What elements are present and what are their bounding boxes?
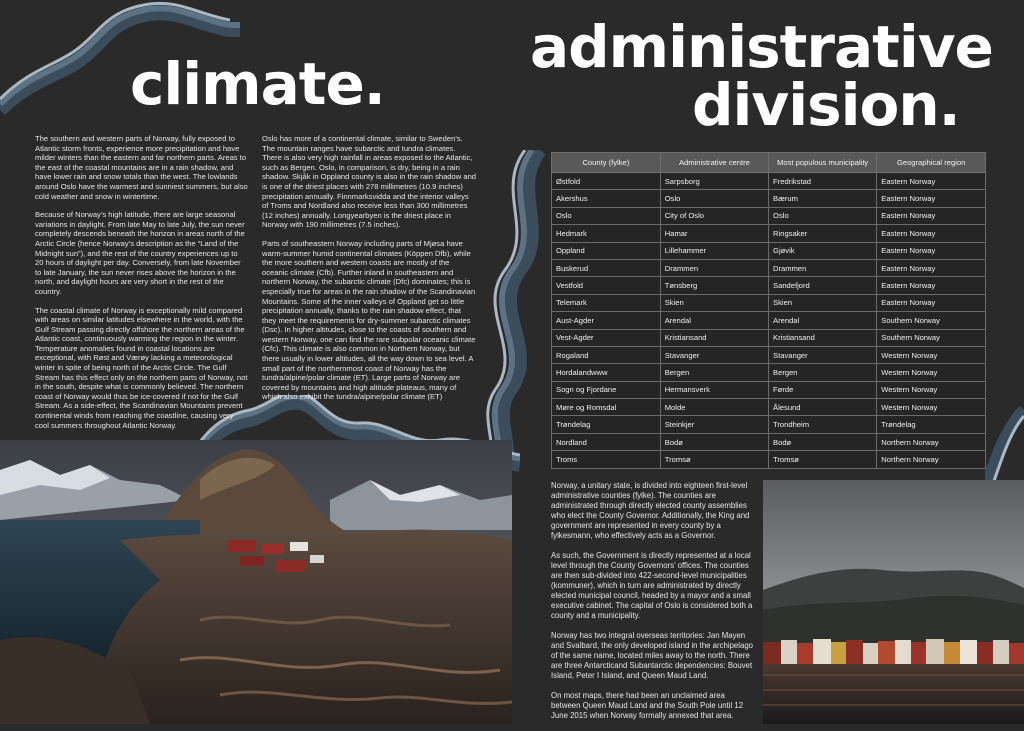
table-cell-administrative-centre: Hamar [660,225,768,242]
table-cell-administrative-centre: Bodø [660,433,768,450]
table-cell-county: Troms [552,451,661,468]
table-cell-administrative-centre: Tromsø [660,451,768,468]
table-cell-county: Rogaland [552,346,661,363]
table-cell-region: Trøndelag [877,416,986,433]
table-cell-county: Møre og Romsdal [552,399,661,416]
table-cell-county: Akershus [552,190,661,207]
table-cell-region: Eastern Norway [877,225,986,242]
table-header-row [552,153,986,173]
table-cell-most-populous: Sandefjord [769,277,877,294]
climate-paragraph: Oslo has more of a continental climate, similar to Sweden’s. The mountain ranges have subarctic and tundra climates. There is also very high rainfall in areas exposed to the Atlantic, such as Bergen. Oslo, in comparison, is dry, being in a rain shadow. Skjåk in Oppland county is also in the rain shadow and is one of the driest places with 278 millimetres (10.9 inches) precipitation annually. Finnmarksvidda and the interior valleys of Troms and Nordland also receive less than 300 millimetres (12 inches) annually. Longyearbyen is the driest place in Norway with 190 millimetres (7.5 inches). [262,134,477,230]
table-row [552,277,986,294]
page-title-division: division. [692,71,960,139]
table-cell-administrative-centre: Drammen [660,259,768,276]
table-cell-county: Telemark [552,294,661,311]
table-row [552,433,986,450]
table-row [552,364,986,381]
table-row [552,259,986,276]
table-cell-county: Nordland [552,433,661,450]
table-cell-region: Western Norway [877,399,986,416]
table-row [552,242,986,259]
table-cell-most-populous: Bærum [769,190,877,207]
table-row [552,173,986,190]
table-header-most-populous: Most populous municipality [769,153,877,173]
climate-paragraph: Parts of southeastern Norway including parts of Mjøsa have warm-summer humid continental climates (Köppen Dfb), while the more southern and western coasts are mostly of the oceanic climate (Cfb). Further inland in southeastern and northern Norway, the subarctic climate (Dfc) dominates; this is especially true for areas in the rain shadow of the Scandinavian Mountains. Some of the inner valleys of Oppland get so little precipitation annually, thanks to the rain shadow effect, that they meet the requirements for dry-summer subarctic climates (Dsc). In higher altitudes, close to the coasts of southern and western Norway, one can find the rare subpolar oceanic climate (Cfc). This climate is also common in Northern Norway, but there usually in lower altitudes, all the way down to sea level. A small part of the northernmost coast of Norway has the tundra/alpine/polar climate (ET). Large parts of Norway are covered by mountains and high altitude plateaus, many of which also exhibit the tundra/alpine/polar climate (ET) [262,238,476,402]
table-header-county: County (fylke) [552,153,661,173]
table-cell-administrative-centre: Tønsberg [660,277,768,294]
table-row [552,381,986,398]
table-cell-county: Oppland [552,242,661,259]
table-cell-most-populous: Ringsaker [769,225,877,242]
table-cell-most-populous: Skien [769,294,877,311]
climate-paragraph: The southern and western parts of Norway, fully exposed to Atlantic storm fronts, experience more precipitation and have milder winters than the eastern and far northern parts. Areas to the east of the coastal mountains are in a rain shadow, and have lower rain and snow totals than the west. The lowlands around Oslo have the warmest and sunniest summers, but also cold weather and snow in wintertime. [35,134,248,201]
climate-paragraph: The coastal climate of Norway is exceptionally mild compared with areas on similar latitudes elsewhere in the world, with the Gulf Stream passing directly offshore the northern areas of the Atlantic coast, continuously warming the region in the winter. Temperature anomalies found in coastal locations are exceptional, with Røst and Værøy lacking a meteorological winter in spite of being north of the Arctic Circle. The Gulf Stream has this effect only on the northern parts of Norway, not in the south, despite what is commonly believed. The northern coast of Norway would thus be ice-covered if not for the Gulf Stream. As a side-effect, the Scandinavian Mountains prevent continental winds from reaching the coastline, causing very cool summers throughout Atlantic Norway. [35,305,248,430]
table-cell-administrative-centre: Oslo [660,190,768,207]
table-cell-most-populous: Arendal [769,312,877,329]
page-title-climate: climate. [130,50,385,118]
table-cell-region: Eastern Norway [877,277,986,294]
harbour-town-photo [763,480,1024,724]
table-cell-most-populous: Stavanger [769,346,877,363]
table-cell-most-populous: Gjøvik [769,242,877,259]
table-cell-administrative-centre: Stavanger [660,346,768,363]
table-cell-most-populous: Kristiansand [769,329,877,346]
table-cell-administrative-centre: Molde [660,399,768,416]
table-cell-region: Southern Norway [877,312,986,329]
table-cell-region: Eastern Norway [877,242,986,259]
table-row [552,294,986,311]
climate-column-1 [35,134,248,439]
table-cell-most-populous: Førde [769,381,877,398]
table-cell-most-populous: Oslo [769,207,877,224]
counties-table [551,152,986,469]
table-cell-region: Western Norway [877,381,986,398]
table-cell-most-populous: Drammen [769,259,877,276]
table-cell-region: Northern Norway [877,451,986,468]
table-row [552,346,986,363]
admin-paragraph: Norway, a unitary state, is divided into eighteen first-level administrative counties (fylke). The counties are administrated through directly elected county assemblies who elect the County Governor. Additionally, the King and government are represented in every county by a fylkesmann, who effectively acts as a Governor. [551,481,750,540]
table-cell-region: Southern Norway [877,329,986,346]
table-cell-county: Vestfold [552,277,661,294]
table-cell-region: Eastern Norway [877,173,986,190]
table-cell-administrative-centre: Kristiansand [660,329,768,346]
table-cell-county: Buskerud [552,259,661,276]
table-cell-county: Hordalandwww [552,364,661,381]
table-cell-county: Vest-Agder [552,329,661,346]
table-cell-county: Oslo [552,207,661,224]
table-cell-administrative-centre: Steinkjer [660,416,768,433]
table-cell-administrative-centre: Lillehammer [660,242,768,259]
table-cell-region: Eastern Norway [877,294,986,311]
page-title-administrative: administrative [530,13,993,81]
table-cell-administrative-centre: City of Oslo [660,207,768,224]
table-cell-region: Western Norway [877,364,986,381]
table-header-region: Geographical region [877,153,986,173]
table-cell-region: Eastern Norway [877,190,986,207]
table-cell-administrative-centre: Bergen [660,364,768,381]
table-cell-region: Eastern Norway [877,207,986,224]
table-cell-most-populous: Bergen [769,364,877,381]
table-header-administrative-centre: Administrative centre [660,153,768,173]
table-cell-administrative-centre: Skien [660,294,768,311]
table-row [552,416,986,433]
table-cell-most-populous: Bodø [769,433,877,450]
climate-column-2 [262,134,477,411]
admin-paragraph: On most maps, there had been an unclaimed area between Queen Maud Land and the South Pole until 12 June 2015 when Norway formally annexed that area. [551,691,744,720]
table-row [552,312,986,329]
table-cell-region: Western Norway [877,346,986,363]
table-cell-administrative-centre: Sarpsborg [660,173,768,190]
table-row [552,451,986,468]
table-row [552,329,986,346]
fjord-mountain-photo [0,440,512,724]
table-row [552,399,986,416]
table-cell-county: Trøndelag [552,416,661,433]
table-cell-most-populous: Fredrikstad [769,173,877,190]
admin-paragraph: Norway has two integral overseas territories: Jan Mayen and Svalbard, the only developed island in the archipelago of the same name, located miles away to the north. There are three Antarcticand Subantarctic dependencies: Bouvet Island, Peter I Island, and Queen Maud Land. [551,631,753,680]
table-cell-county: Aust-Agder [552,312,661,329]
table-cell-most-populous: Trondheim [769,416,877,433]
table-cell-county: Østfold [552,173,661,190]
table-cell-county: Hedmark [552,225,661,242]
table-cell-county: Sogn og Fjordane [552,381,661,398]
climate-paragraph: Because of Norway’s high latitude, there are large seasonal variations in daylight. From late May to late July, the sun never completely descends beneath the horizon in areas north of the Arctic Circle (hence Norway’s description as the “Land of the Midnight sun”), and the rest of the country experiences up to 20 hours of daylight per day. Conversely, from late November to late January, the sun never rises above the horizon in the north, and daylight hours are very short in the rest of the country. [35,210,245,296]
table-cell-most-populous: Tromsø [769,451,877,468]
table-row [552,225,986,242]
table-row [552,207,986,224]
admin-paragraph: As such, the Government is directly represented at a local level through the County Governors’ offices. The counties are then sub-divided into 422-second-level municipalities (kommuner), which in turn are administrated by directly elected municipal council, headed by a mayor and a small executive cabinet. The capital of Oslo is considered both a county and a municipality. [551,551,753,620]
table-row [552,190,986,207]
wave-decoration-right [985,400,1024,490]
administrative-division-text [551,481,756,731]
table-cell-region: Eastern Norway [877,259,986,276]
table-cell-administrative-centre: Arendal [660,312,768,329]
table-cell-administrative-centre: Hermansverk [660,381,768,398]
table-cell-region: Northern Norway [877,433,986,450]
table-cell-most-populous: Ålesund [769,399,877,416]
